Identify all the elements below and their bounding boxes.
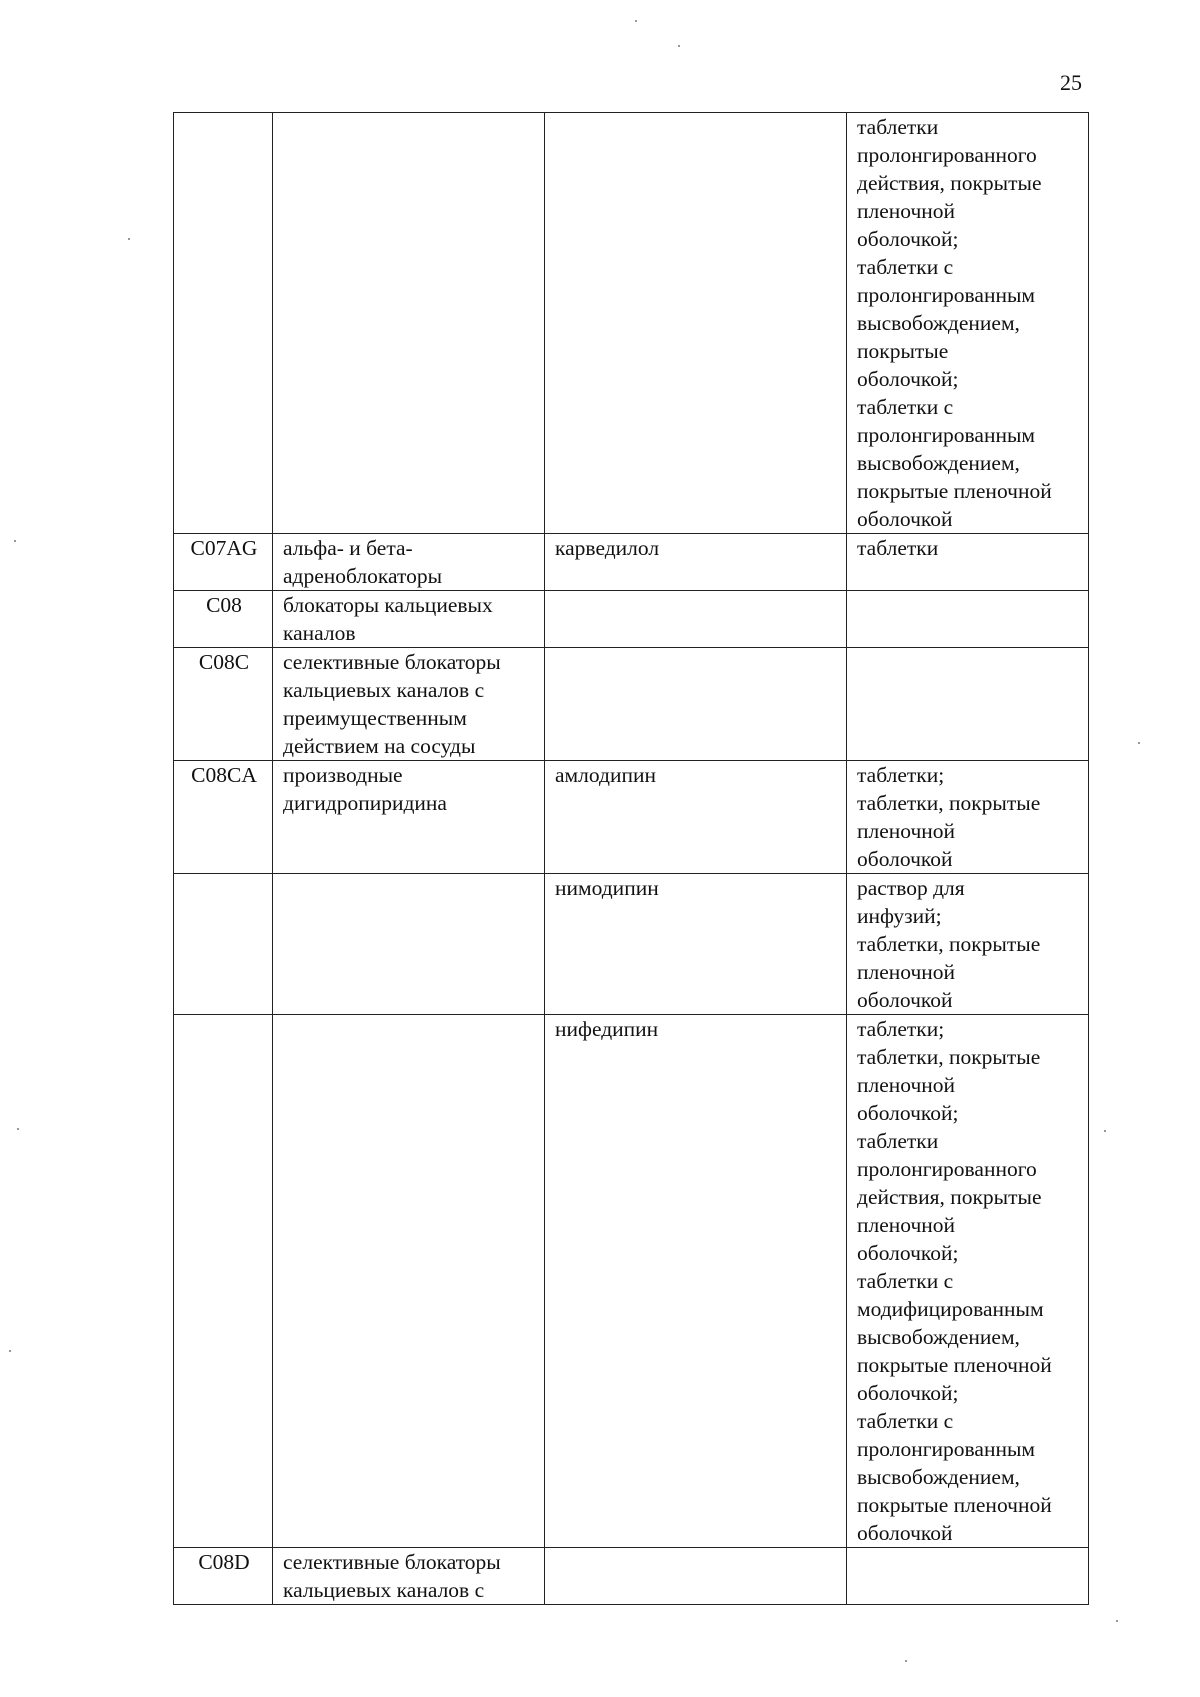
dosage-form-line: таблетки с — [857, 395, 954, 419]
drug-cell — [545, 591, 847, 648]
scan-speck — [1116, 1620, 1118, 1622]
dosage-form-cell — [847, 534, 1089, 591]
group-cell — [273, 1015, 545, 1548]
atc-code-cell: C07AG — [174, 534, 273, 591]
dosage-form-cell — [847, 648, 1089, 761]
dosage-form-line: оболочкой; — [857, 227, 959, 251]
dosage-form-line: оболочкой; — [857, 367, 959, 391]
table-row — [174, 1015, 1089, 1548]
dosage-form-line: пролонгированного — [857, 143, 1037, 167]
dosage-form-line: оболочкой; — [857, 1241, 959, 1265]
dosage-form-line: пролонгированного — [857, 1157, 1037, 1181]
dosage-form-line: пролонгированным — [857, 1437, 1036, 1461]
table-row — [174, 534, 1089, 591]
scan-speck — [17, 1128, 19, 1130]
dosage-form-cell — [847, 113, 1089, 534]
dosage-form-line: инфузий; — [857, 904, 942, 928]
dosage-form-line: действия, покрытые — [857, 1185, 1042, 1209]
group-cell: альфа- и бета-адреноблокаторы — [273, 534, 545, 591]
table-row — [174, 874, 1089, 1015]
scan-speck — [1104, 1130, 1106, 1132]
dosage-form-line: таблетки, покрытые — [857, 791, 1041, 815]
dosage-form-line: таблетки с — [857, 1409, 954, 1433]
dosage-form-line: пленочной — [857, 960, 956, 984]
scan-speck — [14, 540, 16, 542]
group-cell: селективные блокаторы кальциевых каналов с — [273, 1548, 545, 1605]
dosage-form-line: покрытые — [857, 339, 949, 363]
table-row — [174, 761, 1089, 874]
dosage-form-line: высвобождением, — [857, 311, 1020, 335]
drug-cell: нифедипин — [545, 1015, 847, 1548]
group-cell — [273, 113, 545, 534]
dosage-form-line: действия, покрытые — [857, 171, 1042, 195]
dosage-form-line: пленочной — [857, 199, 956, 223]
dosage-form-line: высвобождением, — [857, 451, 1020, 475]
atc-code-cell: C08C — [174, 648, 273, 761]
dosage-form-line: таблетки, покрытые — [857, 932, 1041, 956]
dosage-form-line: высвобождением, — [857, 1325, 1020, 1349]
scan-speck — [905, 1660, 907, 1662]
dosage-form-line: таблетки; — [857, 1017, 945, 1041]
dosage-form-line: пленочной — [857, 819, 956, 843]
dosage-form-line: оболочкой — [857, 988, 953, 1012]
table-row — [174, 648, 1089, 761]
dosage-form-line: оболочкой — [857, 1521, 953, 1545]
group-cell: селективные блокаторы кальциевых каналов с преимущественным действием на сосуды — [273, 648, 545, 761]
dosage-form-line: раствор для — [857, 876, 965, 900]
dosage-form-line: таблетки, покрытые — [857, 1045, 1041, 1069]
atc-code-cell — [174, 113, 273, 534]
dosage-form-cell — [847, 874, 1089, 1015]
scan-speck — [128, 238, 130, 240]
dosage-form-line: пленочной — [857, 1073, 956, 1097]
atc-code-cell: C08 — [174, 591, 273, 648]
dosage-form-cell — [847, 591, 1089, 648]
dosage-form-line: оболочкой; — [857, 1101, 959, 1125]
group-cell — [273, 874, 545, 1015]
scan-speck — [678, 45, 680, 47]
dosage-form-line: пролонгированным — [857, 283, 1036, 307]
drug-cell — [545, 1548, 847, 1605]
atc-code-cell — [174, 1015, 273, 1548]
dosage-form-cell — [847, 1015, 1089, 1548]
dosage-form-line: таблетки с — [857, 1269, 954, 1293]
dosage-form-line: таблетки — [857, 115, 939, 139]
dosage-form-line: оболочкой — [857, 847, 953, 871]
dosage-form-line: покрытые пленочной — [857, 1493, 1052, 1517]
dosage-form-line: модифицированным — [857, 1297, 1044, 1321]
scan-speck — [1138, 742, 1140, 744]
table-row — [174, 591, 1089, 648]
dosage-form-line: таблетки — [857, 1129, 939, 1153]
dosage-form-line: оболочкой — [857, 507, 953, 531]
dosage-form-line: пленочной — [857, 1213, 956, 1237]
dosage-form-line: таблетки — [857, 536, 939, 560]
drug-cell: нимодипин — [545, 874, 847, 1015]
drug-cell: амлодипин — [545, 761, 847, 874]
atc-code-cell — [174, 874, 273, 1015]
group-cell: производные дигидропиридина — [273, 761, 545, 874]
atc-code-cell: C08CA — [174, 761, 273, 874]
dosage-form-line: покрытые пленочной — [857, 1353, 1052, 1377]
table-row — [174, 1548, 1089, 1605]
atc-code-cell: C08D — [174, 1548, 273, 1605]
scan-speck — [635, 20, 637, 22]
drug-cell — [545, 113, 847, 534]
dosage-form-cell — [847, 1548, 1089, 1605]
dosage-form-line: пролонгированным — [857, 423, 1036, 447]
drug-classification-table — [173, 112, 1089, 1605]
drug-cell: карведилол — [545, 534, 847, 591]
drug-cell — [545, 648, 847, 761]
dosage-form-line: таблетки; — [857, 763, 945, 787]
page-number: 25 — [1060, 70, 1082, 95]
dosage-form-line: оболочкой; — [857, 1381, 959, 1405]
dosage-form-line: высвобождением, — [857, 1465, 1020, 1489]
dosage-form-line: таблетки с — [857, 255, 954, 279]
dosage-form-cell — [847, 761, 1089, 874]
table-row — [174, 113, 1089, 534]
scan-speck — [9, 1350, 11, 1352]
group-cell: блокаторы кальциевых каналов — [273, 591, 545, 648]
dosage-form-line: покрытые пленочной — [857, 479, 1052, 503]
